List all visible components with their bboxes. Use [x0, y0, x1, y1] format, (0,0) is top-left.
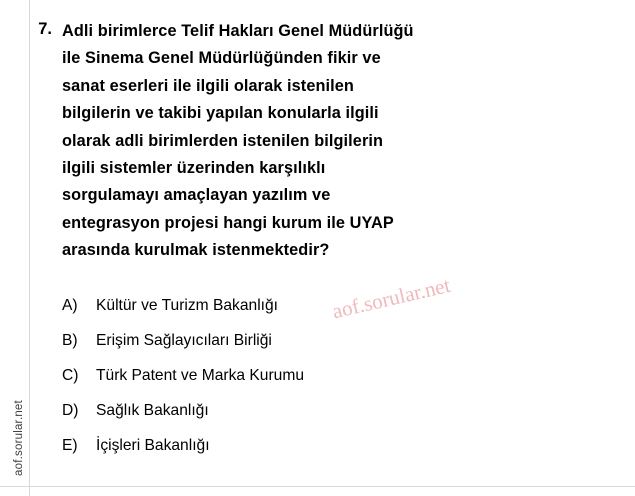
question-number: 7.	[38, 20, 52, 38]
question-line: olarak adli birimlerden istenilen bilgilerin	[62, 131, 384, 150]
option-text: Sağlık Bakanlığı	[96, 402, 209, 419]
option-text: Kültür ve Turizm Bakanlığı	[96, 297, 279, 314]
option-c[interactable]	[62, 367, 582, 402]
option-letter: C)	[62, 367, 79, 384]
option-letter: E)	[62, 437, 78, 454]
option-letter: A)	[62, 297, 78, 314]
question-text	[62, 18, 620, 264]
bottom-divider	[0, 486, 635, 487]
option-a[interactable]	[62, 297, 582, 332]
option-text: İçişleri Bakanlığı	[96, 437, 210, 454]
question-line: sanat eserleri ile ilgili olarak istenilen	[62, 76, 354, 95]
question-line: bilgilerin ve takibi yapılan konularla ilgili	[62, 104, 379, 123]
side-watermark: aof.sorular.net	[13, 400, 25, 476]
option-e[interactable]	[62, 437, 582, 472]
question-line: ilgili sistemler üzerinden karşılıklı	[62, 158, 326, 177]
option-letter: D)	[62, 402, 79, 419]
option-text: Erişim Sağlayıcıları Birliği	[96, 332, 272, 349]
options-list	[62, 297, 582, 472]
question-line: entegrasyon projesi hangi kurum ile UYAP	[62, 213, 394, 232]
question-line: Adli birimlerce Telif Hakları Genel Müdürlüğü	[62, 22, 414, 40]
option-text: Türk Patent ve Marka Kurumu	[96, 367, 304, 384]
question-line: arasında kurulmak istenmektedir?	[62, 241, 330, 259]
question-line: ile Sinema Genel Müdürlüğünden fikir ve	[62, 49, 381, 68]
option-b[interactable]	[62, 332, 582, 367]
option-d[interactable]	[62, 402, 582, 437]
diagonal-watermark: aof.sorular.net	[330, 272, 453, 324]
option-letter: B)	[62, 332, 78, 349]
question-block	[22, 18, 620, 264]
question-line: sorgulamayı amaçlayan yazılım ve	[62, 186, 331, 205]
